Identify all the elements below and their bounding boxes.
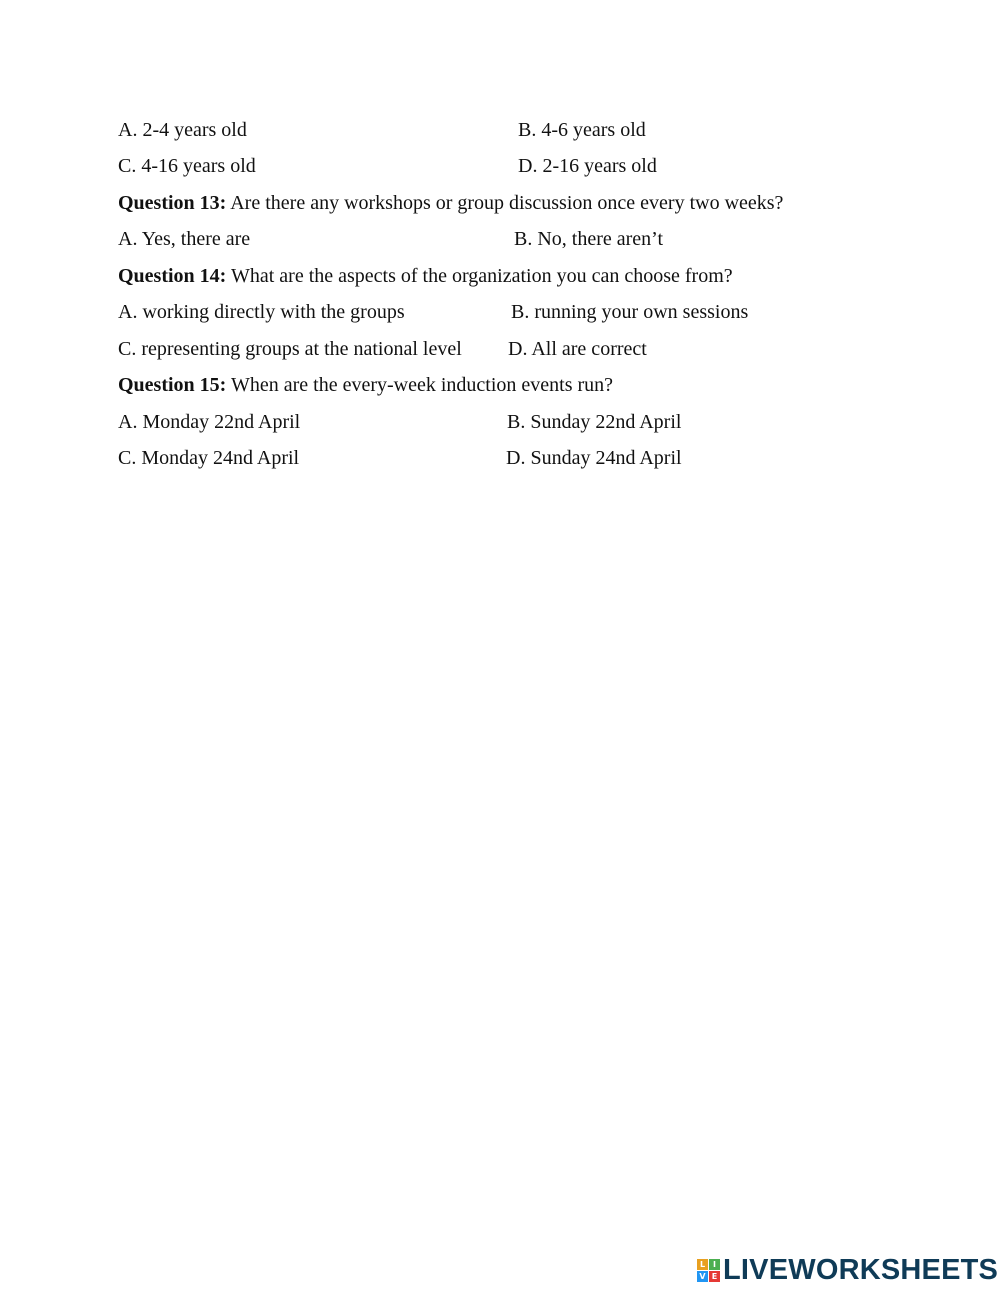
q15-option-b: B. Sunday 22nd April xyxy=(507,411,682,433)
q12-option-c: C. 4-16 years old xyxy=(118,155,256,177)
question-14-text: What are the aspects of the organization you can choose from? xyxy=(226,265,733,287)
logo-blocks-icon xyxy=(697,1259,720,1282)
logo-text: LIVEWORKSHEETS xyxy=(723,1253,999,1286)
q13-option-b: B. No, there aren’t xyxy=(514,228,664,250)
question-13-text: Are there any workshops or group discussion once every two weeks? xyxy=(226,192,784,214)
q12-option-a: A. 2-4 years old xyxy=(118,119,247,141)
question-13 xyxy=(118,191,783,215)
q14-option-b: B. running your own sessions xyxy=(511,301,749,323)
q15-option-c: C. Monday 24nd April xyxy=(118,447,300,469)
q12-option-d: D. 2-16 years old xyxy=(518,155,657,177)
q15-option-a: A. Monday 22nd April xyxy=(118,411,301,433)
q12-option-b: B. 4-6 years old xyxy=(518,119,646,141)
q14-option-a: A. working directly with the groups xyxy=(118,301,405,323)
question-13-label: Question 13: xyxy=(118,192,227,214)
question-15-label: Question 15: xyxy=(118,374,227,396)
question-14-label: Question 14: xyxy=(118,265,227,287)
q14-option-d: D. All are correct xyxy=(508,338,647,360)
logo-block: I xyxy=(709,1259,720,1270)
liveworksheets-logo xyxy=(697,1255,998,1285)
logo-block: V xyxy=(697,1271,708,1282)
question-14 xyxy=(118,264,733,288)
question-15-text: When are the every-week induction events run? xyxy=(226,374,614,396)
logo-block: E xyxy=(709,1271,720,1282)
q14-option-c: C. representing groups at the national level xyxy=(118,338,462,360)
logo-block: L xyxy=(697,1259,708,1270)
q15-option-d: D. Sunday 24nd April xyxy=(506,447,682,469)
q13-option-a: A. Yes, there are xyxy=(118,228,251,250)
question-15 xyxy=(118,373,613,397)
